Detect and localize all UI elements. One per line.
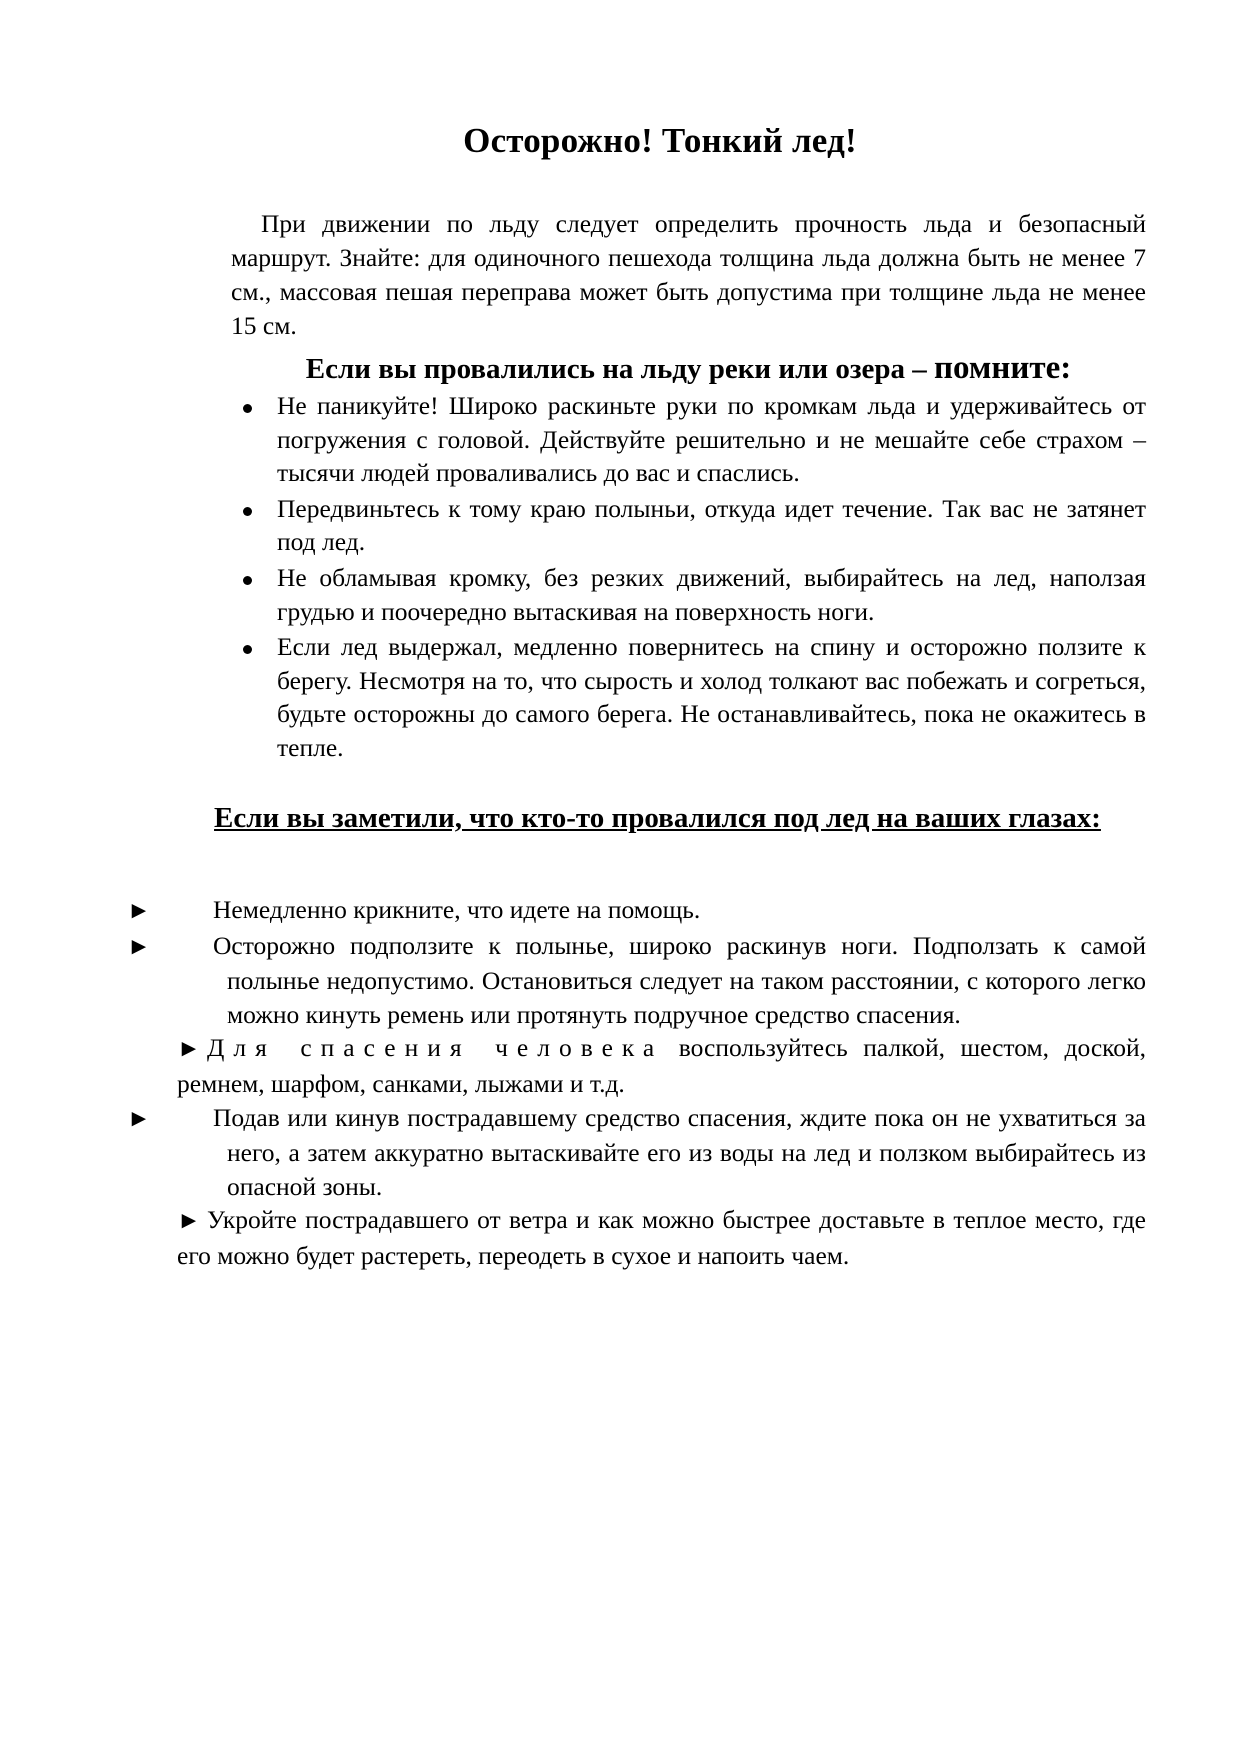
spaced-lead-text: Для спасения человека xyxy=(207,1033,664,1063)
list-item-text: Подав или кинув пострадавшему средство спасения, ждите пока он не ухватиться за него, а затем аккуратно вытаскивайте его из воды на лед и ползком выбирайтесь из опасной зоны. xyxy=(213,1102,1146,1201)
list-item-text: Укройте пострадавшего от ветра и как можно быстрее доставьте в теплое место, где его можно будет растереть, переодеть в сухое и напоить чаем. xyxy=(177,1205,1146,1270)
list-item xyxy=(231,492,1146,559)
list-item xyxy=(231,389,1146,490)
list-item-text: Немедленно крикните, что идете на помощь. xyxy=(213,895,701,924)
arrow-icon: ► xyxy=(127,898,151,924)
bullet-icon xyxy=(243,645,252,654)
list-item-text: Передвиньтесь к тому краю полыньи, откуда идет течение. Так вас не затянет под лед. xyxy=(277,493,1146,557)
list-item xyxy=(177,1031,1146,1100)
list-item xyxy=(127,929,1146,1032)
if-saw-heading: Если вы заметили, что кто-то провалился под лед на ваших глазах: xyxy=(214,802,1101,834)
list-item-text: Не обламывая кромку, без резких движений, выбирайтесь на лед, наползая грудью и поочередно вытаскивая на поверхность ноги. xyxy=(277,562,1146,626)
intro-paragraph: При движении по льду следует определить прочность льда и безопасный маршрут. Знайте: для одиночного пешехода толщина льда должна быть не менее 7 см., массовая пешая переправа может быть допустима при толщине льда не менее 15 см. xyxy=(231,209,1146,340)
bullet-icon xyxy=(243,576,252,585)
if-saw-list xyxy=(127,893,1147,1273)
list-item xyxy=(231,561,1146,628)
page-title: Осторожно! Тонкий лед! xyxy=(463,121,857,160)
arrow-icon: ► xyxy=(127,933,151,960)
list-item xyxy=(177,1203,1146,1272)
list-item xyxy=(127,1101,1146,1204)
if-fell-heading-emphasis: помните: xyxy=(933,350,1072,386)
if-fell-heading xyxy=(231,348,1146,389)
list-item-text: воспользуйтесь палкой, шестом, доской, ремнем, шарфом, санками, лыжами и т.д. xyxy=(177,1033,1147,1098)
list-item xyxy=(231,630,1146,764)
if-fell-heading-main: Если вы провалились на льду реки или озера – xyxy=(305,353,934,385)
arrow-icon: ► xyxy=(177,1208,201,1235)
if-fell-list xyxy=(231,389,1146,767)
list-item-text: Не паникуйте! Широко раскиньте руки по кромкам льда и удерживайтесь от погружения с головой. Действуйте решительно и не мешайте себе страхом – тысячи людей проваливались до вас и спаслись. xyxy=(277,391,1146,488)
list-item-text: Если лед выдержал, медленно повернитесь на спину и осторожно ползите к берегу. Несмотря на то, что сырость и холод толкают вас побежать и согреться, будьте осторожны до самого берега. Не останавливайтесь, пока не окажитесь в тепле. xyxy=(277,632,1146,762)
bullet-icon xyxy=(243,404,252,413)
arrow-icon: ► xyxy=(127,1105,151,1132)
bullet-icon xyxy=(243,507,252,516)
list-item-text: Осторожно подползите к полынье, широко раскинув ноги. Подползать к самой полынье недопустимо. Остановиться следует на таком расстоянии, с которого легко можно кинуть ремень или протянуть подручное средство спасения. xyxy=(213,930,1146,1029)
arrow-icon: ► xyxy=(177,1036,201,1063)
list-item xyxy=(127,893,1146,929)
